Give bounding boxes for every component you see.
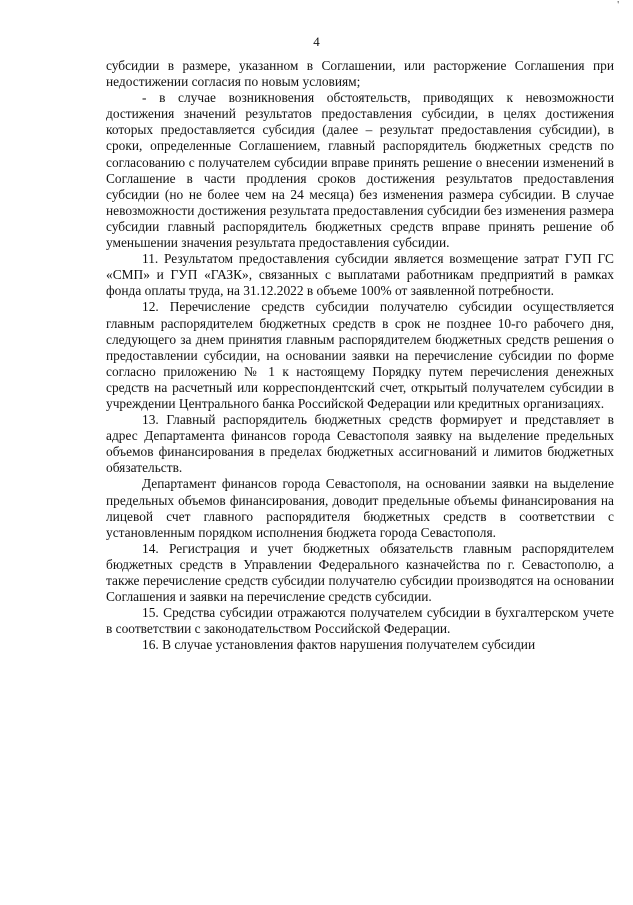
page-number: 4 bbox=[313, 34, 320, 49]
document-body bbox=[106, 58, 614, 653]
corner-mark: ' bbox=[617, 0, 619, 11]
paragraph-circumstances: - в случае возникновения обстоятельств, приводящих к невозможности достижения значений результатов предоставления субсидии, в целях достижения которых предоставляется субсидия (далее – результат предоставления субсидии), в сроки, определенные Соглашением, главный распорядитель бюджетных средств по согласованию с получателем субсидии вправе принять решение о внесении изменений в Соглашение в части продления сроков достижения результатов предоставления субсидии (но не более чем на 24 месяца) без изменения размера субсидии. В случае невозможности достижения результата предоставления субсидии без изменения размера субсидии главный распорядитель бюджетных средств вправе принять решение об уменьшении значения результата предоставления субсидии. bbox=[106, 90, 614, 251]
paragraph-13: 13. Главный распорядитель бюджетных средств формирует и представляет в адрес Департамента финансов города Севастополя заявку на выделение предельных объемов финансирования в пределах бюджетных ассигнований и лимитов бюджетных обязательств. bbox=[106, 412, 614, 476]
paragraph-11: 11. Результатом предоставления субсидии является возмещение затрат ГУП ГС «СМП» и ГУП «ГАЗК», связанных с выплатами работникам предприятий в рамках фонда оплаты труда, на 31.12.2022 в объеме 100% от заявленной потребности. bbox=[106, 251, 614, 299]
paragraph-continuation: субсидии в размере, указанном в Соглашении, или расторжение Соглашения при недостижении согласия по новым условиям; bbox=[106, 58, 614, 90]
paragraph-14: 14. Регистрация и учет бюджетных обязательств главным распорядителем бюджетных средств в Управлении Федерального казначейства по г. Севастополю, а также перечисление средств субсидии получателю субсидии производятся на основании Соглашения и заявки на перечисление средств субсидии. bbox=[106, 540, 614, 605]
paragraph-16: 16. В случае установления фактов нарушения получателем субсидии bbox=[142, 637, 536, 653]
paragraph-finance-department: Департамент финансов города Севастополя, на основании заявки на выделение предельных объемов финансирования, доводит предельные объемы финансирования на лицевой счет главного распорядителя бюджетных средств в соответствии с установленным порядком исполнения бюджета города Севастополя. bbox=[106, 476, 614, 540]
paragraph-12: 12. Перечисление средств субсидии получателю субсидии осуществляется главным распорядителем бюджетных средств в срок не позднее 10-го рабочего дня, следующего за днем принятия главным распорядителем бюджетных средств решения о предоставлении субсидии, на основании заявки на перечисление субсидии по форме согласно приложению № 1 к настоящему Порядку путем перечисления денежных средств на расчетный или корреспондентский счет, открытый получателем субсидии в учреждении Центрального банка Российской Федерации или кредитных организациях. bbox=[106, 299, 614, 411]
paragraph-15: 15. Средства субсидии отражаются получателем субсидии в бухгалтерском учете в соответствии с законодательством Российской Федерации. bbox=[106, 605, 614, 637]
